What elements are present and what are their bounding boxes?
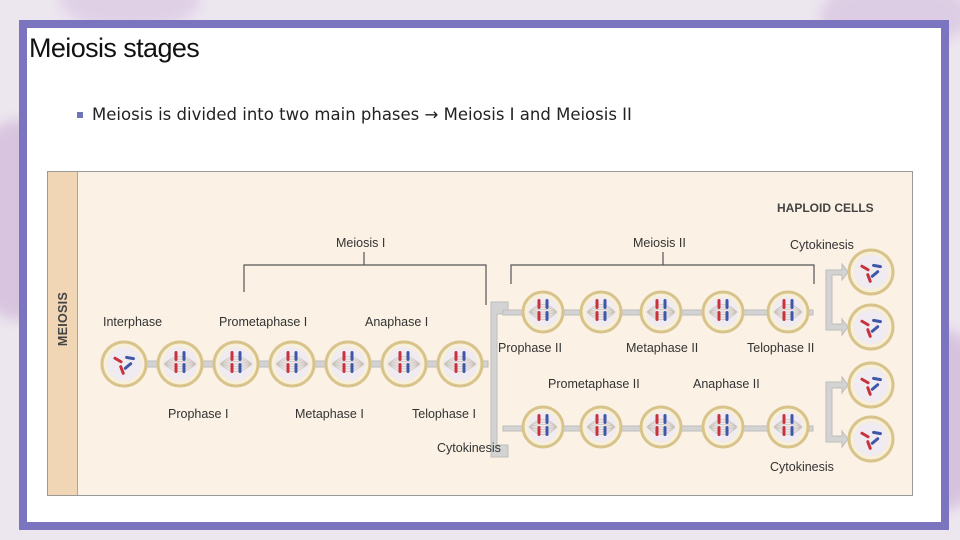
prophase-2-label: Prophase II bbox=[498, 341, 562, 355]
fork-arrow bbox=[826, 264, 848, 335]
meiosis-2-label: Meiosis II bbox=[633, 236, 686, 250]
bullet-marker-icon bbox=[77, 112, 83, 118]
interphase-label: Interphase bbox=[103, 315, 163, 329]
anaphase-2-label: Anaphase II bbox=[693, 377, 760, 391]
cytokinesis-bottom-label: Cytokinesis bbox=[770, 460, 834, 474]
meiosis-1-cells bbox=[102, 342, 482, 386]
haploid-cells bbox=[849, 250, 893, 461]
metaphase-2-label: Metaphase II bbox=[626, 341, 699, 355]
meiosis-1-label: Meiosis I bbox=[336, 236, 386, 250]
cell-illustration bbox=[849, 363, 893, 407]
telophase-2-label: Telophase II bbox=[747, 341, 815, 355]
cell-illustration bbox=[523, 407, 563, 447]
slide-title: Meiosis stages bbox=[29, 33, 200, 63]
cell-illustration bbox=[641, 407, 681, 447]
cell-illustration bbox=[523, 292, 563, 332]
telophase-1-label: Telophase I bbox=[412, 407, 476, 421]
fork-arrow bbox=[826, 377, 848, 447]
haploid-cells-label: HAPLOID CELLS bbox=[777, 201, 874, 215]
cell-illustration bbox=[214, 342, 258, 386]
prophase-1-label: Prophase I bbox=[168, 407, 229, 421]
cell-illustration bbox=[581, 407, 621, 447]
cell-illustration bbox=[581, 292, 621, 332]
cell-illustration bbox=[849, 250, 893, 294]
meiosis-2-bracket bbox=[511, 265, 814, 284]
meiosis-1-bracket bbox=[244, 265, 486, 305]
metaphase-1-label: Metaphase I bbox=[295, 407, 364, 421]
cell-illustration bbox=[326, 342, 370, 386]
cell-illustration bbox=[270, 342, 314, 386]
cell-illustration bbox=[158, 342, 202, 386]
cell-illustration bbox=[768, 292, 808, 332]
cell-illustration bbox=[641, 292, 681, 332]
cell-illustration bbox=[102, 342, 146, 386]
bullet-item bbox=[77, 105, 632, 124]
cell-illustration bbox=[382, 342, 426, 386]
bullet-text: Meiosis is divided into two main phases → Meiosis I and Meiosis II bbox=[92, 105, 632, 124]
cell-illustration bbox=[438, 342, 482, 386]
cell-illustration bbox=[849, 305, 893, 349]
prometaphase-1-label: Prometaphase I bbox=[219, 315, 308, 329]
cytokinesis-top-label: Cytokinesis bbox=[790, 238, 854, 252]
cytokinesis-mid-label: Cytokinesis bbox=[437, 441, 501, 455]
side-label: MEIOSIS bbox=[56, 291, 70, 347]
anaphase-1-label: Anaphase I bbox=[365, 315, 429, 329]
cell-illustration bbox=[849, 417, 893, 461]
cell-illustration bbox=[768, 407, 808, 447]
meiosis-diagram bbox=[47, 171, 913, 496]
cell-illustration bbox=[703, 292, 743, 332]
prometaphase-2-label: Prometaphase II bbox=[548, 377, 640, 391]
cell-illustration bbox=[703, 407, 743, 447]
branch-arrow bbox=[491, 302, 508, 457]
